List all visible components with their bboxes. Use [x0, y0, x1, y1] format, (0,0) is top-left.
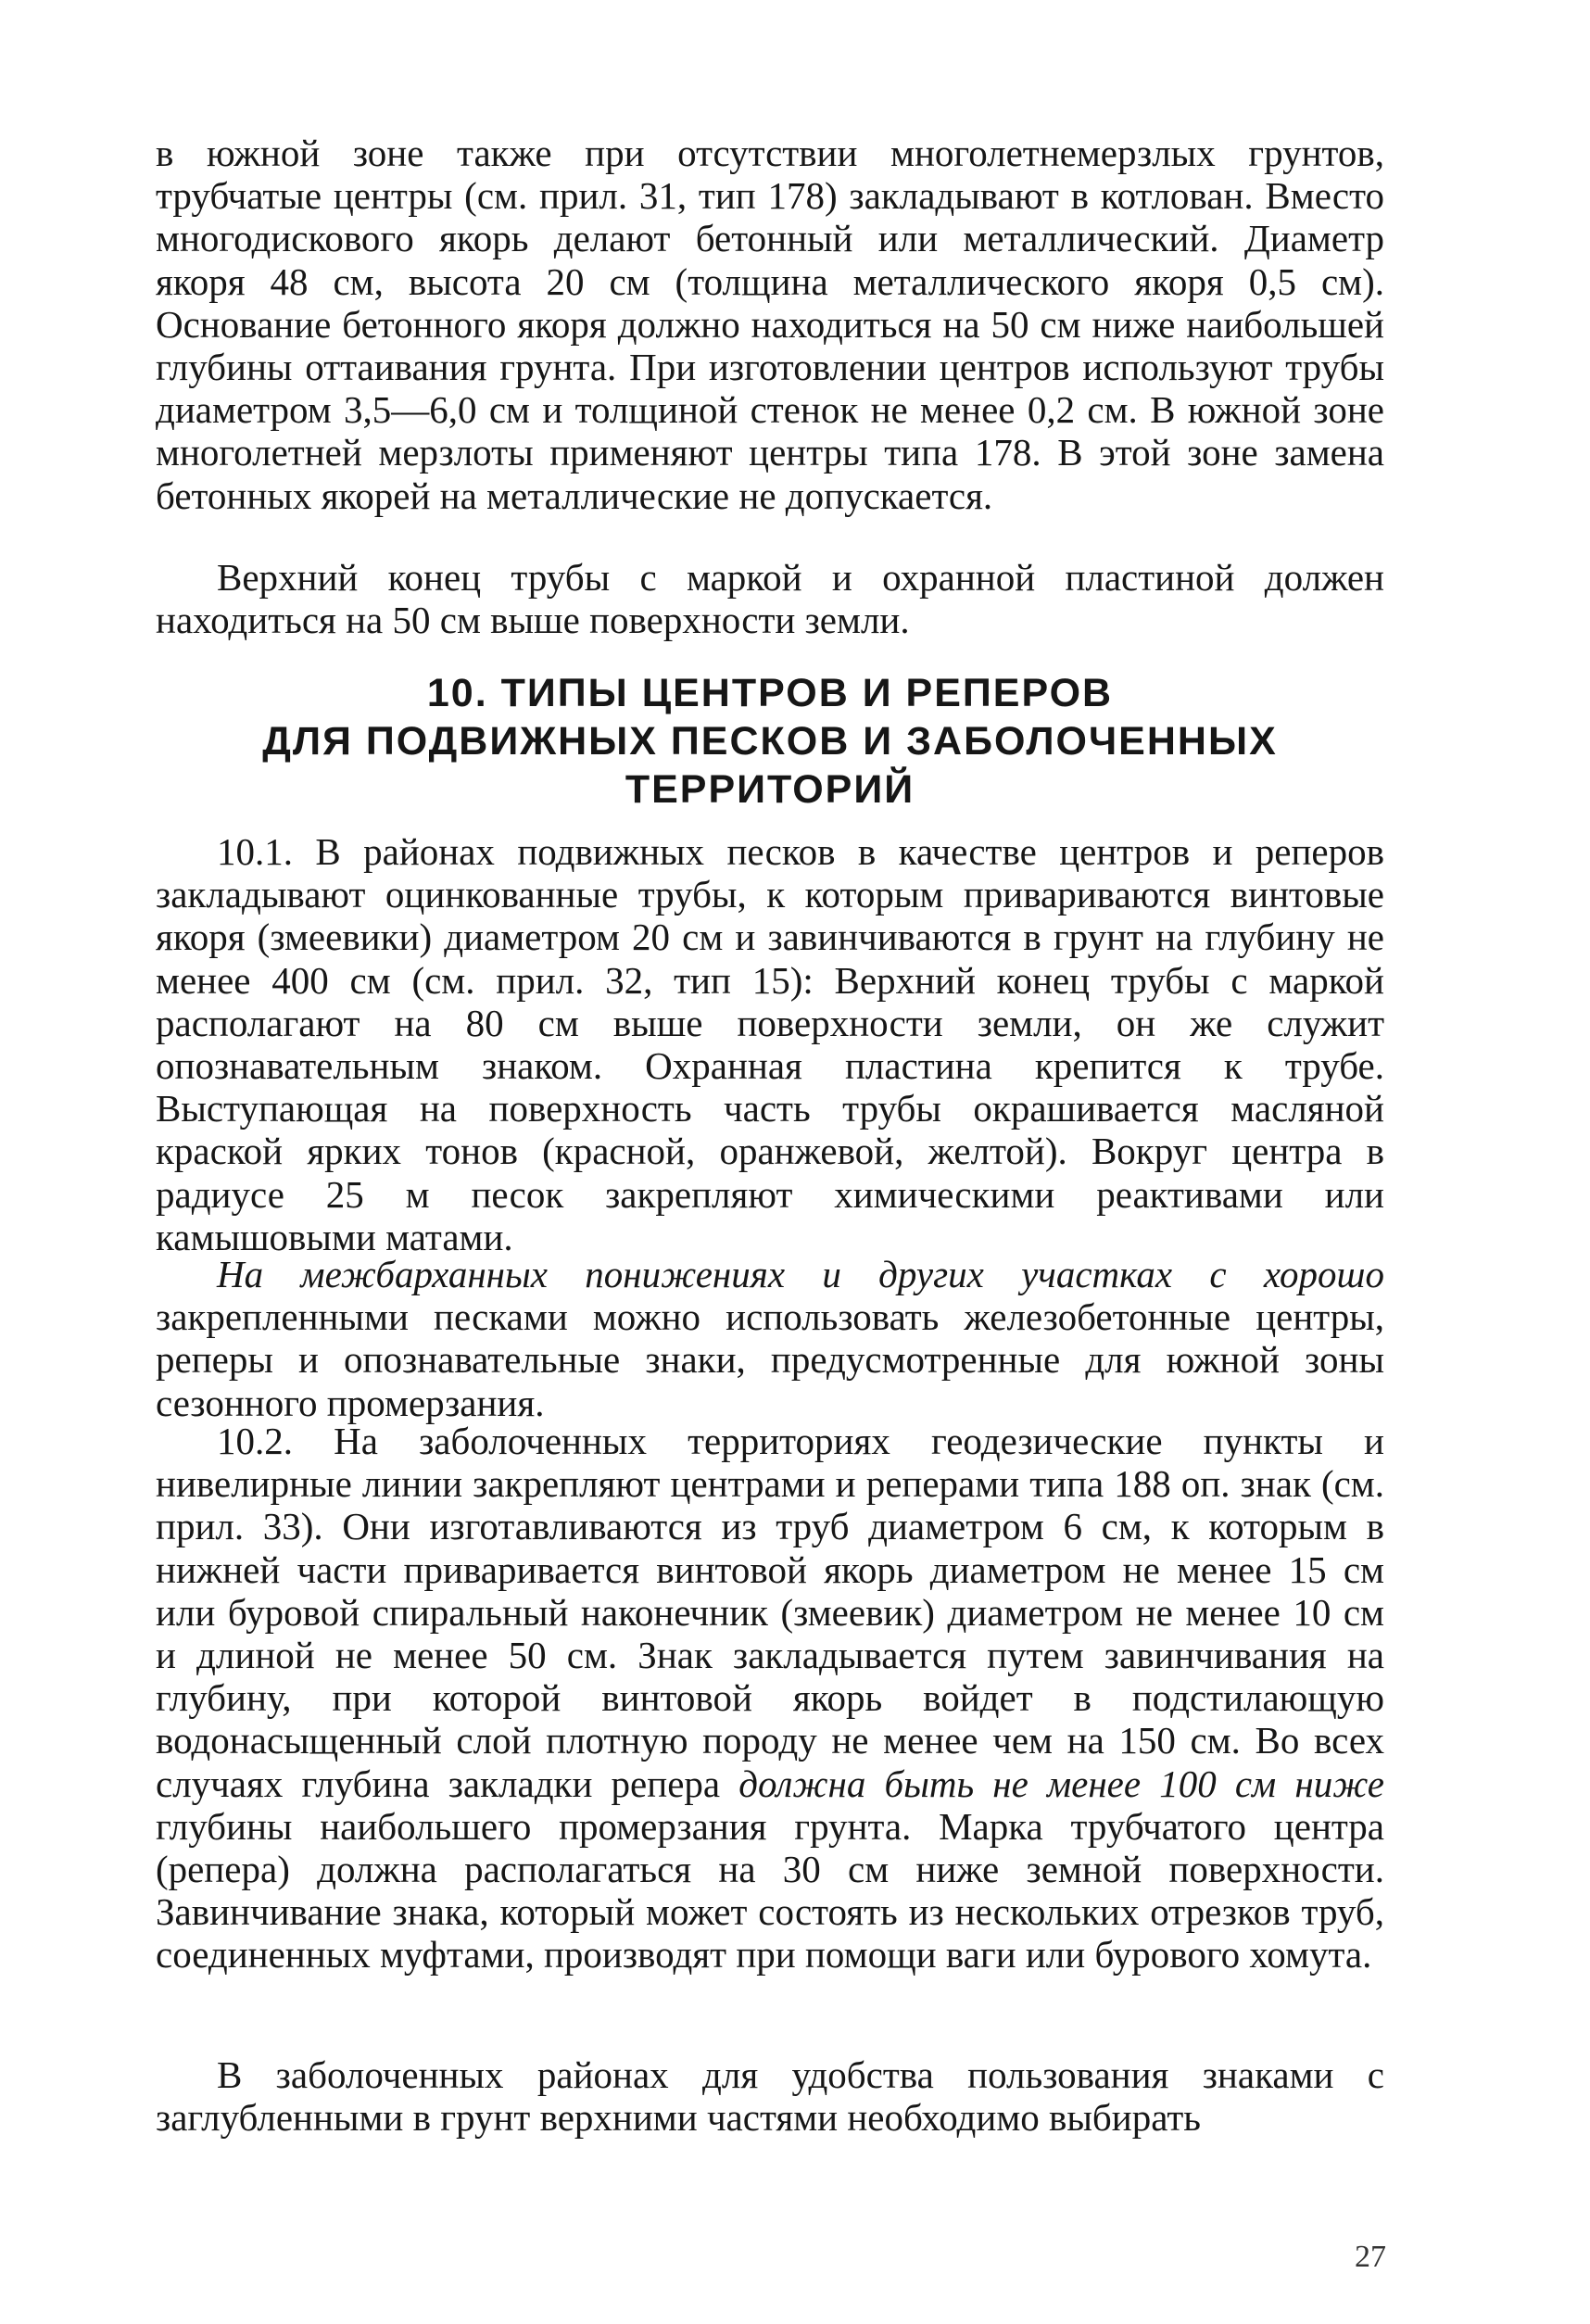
paragraph-10-2 — [156, 1420, 1384, 1977]
paragraph-10-1: 10.1. В районах подвижных песков в качестве центров и реперов закладывают оцинкованные трубы, к которым привариваются винтовые якоря (змеевики) диаметром 20 см и завинчиваются в грунт на глубину не менее 400 см (см. прил. 32, тип 15): Верхний конец трубы с маркой располагают на 80 см выше поверхности земли, он же служит опознавательным знаком. Охранная пластина крепится к трубе. Выступающая на поверхность часть трубы окрашивается масляной краской ярких тонов (красной, оранжевой, желтой). Вокруг центра в радиусе 25 м песок закрепляют химическими реактивами или камышовыми матами. — [156, 830, 1384, 1258]
paragraph-10-1-rest: закрепленными песками можно использовать железобетонные центры, реперы и опознавательные знаки, предусмотренные для южной зоны сезонного промерзания. — [156, 1295, 1384, 1424]
paragraph-10-2-end: глубины наибольшего промерзания грунта. Марка трубчатого центра (репера) должна располагаться на 30 см ниже земной поверхности. Завинчивание знака, который может состоять из нескольких отрезков труб, соединенных муфтами, производят при помощи ваги или бурового хомута. — [156, 1804, 1384, 1977]
section-heading-line-3: ТЕРРИТОРИЙ — [625, 767, 915, 812]
paragraph-10-1-continuation — [156, 1253, 1384, 1424]
paragraph-10-2-italic: должна быть не менее 100 см ниже — [738, 1762, 1384, 1805]
paragraph-10-1-italic-lead: На межбарханных понижениях и других участках с хорошо — [217, 1253, 1384, 1295]
intro-paragraph-2: Верхний конец трубы с маркой и охранной пластиной должен находиться на 50 см выше поверхности земли. — [156, 556, 1384, 642]
section-heading-line-2: ДЛЯ ПОДВИЖНЫХ ПЕСКОВ И ЗАБОЛОЧЕННЫХ — [262, 719, 1278, 764]
section-heading-line-1: 10. ТИПЫ ЦЕНТРОВ И РЕПЕРОВ — [426, 671, 1114, 715]
paragraph-10-2-start: 10.2. На заболоченных территориях геодезические пункты и нивелирные линии закрепляют центрами и реперами типа 188 оп. знак (см. прил. 33). Они изготавливаются из труб диаметром 6 см, к которым в нижней части приваривается винтовой якорь диаметром не менее 15 см или буровой спиральный наконечник (змеевик) диаметром не менее 10 см и длиной не менее 50 см. Знак закладывается путем завинчивания на глубину, при которой винтовой якорь войдет в подстилающую водонасыщенный слой плотную породу не менее чем на 150 см. Во всех случаях глубина закладки репера — [156, 1420, 1384, 1805]
intro-paragraph-1: в южной зоне также при отсутствии многолетнемерзлых грунтов, трубчатые центры (см. прил. 31, тип 178) закладывают в котлован. Вместо многодискового якорь делают бетонный или металлический. Диаметр якоря 48 см, высота 20 см (толщина металлического якоря 0,5 см). Основание бетонного якоря должно находиться на 50 см ниже наибольшей глубины оттаивания грунта. При изготовлении центров используют трубы диаметром 3,5—6,0 см и толщиной стенок не менее 0,2 см. В южной зоне многолетней мерзлоты применяют центры типа 178. В этой зоне замена бетонных якорей на металлические не допускается. — [156, 132, 1384, 517]
final-paragraph: В заболоченных районах для удобства пользования знаками с заглубленными в грунт верхними частями необходимо выбирать — [156, 2053, 1384, 2140]
page-number: 27 — [1355, 2240, 1386, 2274]
section-heading — [156, 669, 1384, 814]
